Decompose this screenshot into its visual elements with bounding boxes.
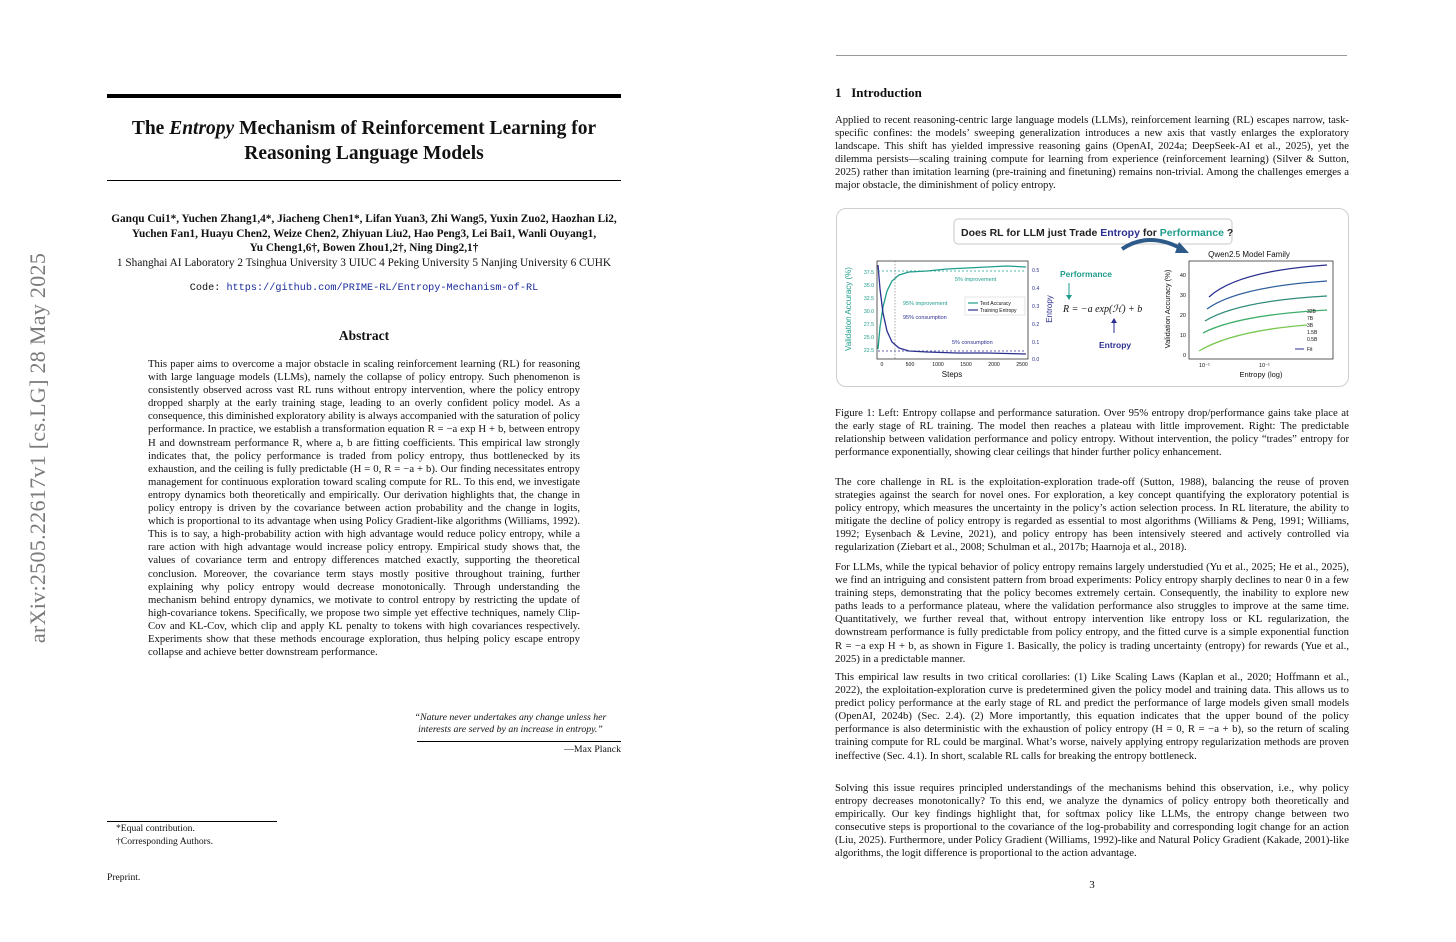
left-ytick-1: 37.5 bbox=[863, 270, 874, 276]
right-ytick-5: 0 bbox=[1182, 353, 1186, 359]
left-plot bbox=[844, 261, 1054, 379]
left-plot-ylabel: Validation Accuracy (%) bbox=[844, 267, 853, 351]
legend-accuracy: Test Accuracy bbox=[980, 301, 1011, 307]
left-plot-y2label: Entropy bbox=[1045, 295, 1054, 323]
abstract-heading: Abstract bbox=[338, 328, 390, 343]
legend-7b: 7B bbox=[1307, 316, 1314, 322]
left-ytick-6: 25.0 bbox=[863, 335, 874, 341]
annotation-95pct-consumption: 95% consumption bbox=[903, 315, 947, 321]
left-ytick-2: 35.0 bbox=[863, 283, 874, 289]
left-y2tick-5: 0.1 bbox=[1032, 340, 1040, 346]
legend-entropy: Training Entropy bbox=[980, 308, 1017, 314]
left-xtick-3: 1000 bbox=[932, 362, 944, 368]
legend-0-5b: 0.5B bbox=[1307, 337, 1318, 343]
formula-performance-label: Performance bbox=[1060, 269, 1112, 279]
right-plot-xlabel: Entropy (log) bbox=[1239, 370, 1283, 379]
legend-32b: 32B bbox=[1307, 309, 1316, 315]
intro-paragraph-1: Applied to recent reasoning-centric large language models (LLMs), reinforcement learning (RL) escapes narrow, task-specific confines: the models’ sweeping generalization introduces a new axis that vastly enlarges the exploratory landscape. This shift has yielded impressive reasoning gains (OpenAI, 2024a; DeepSeek-AI et al., 2025), yet the dilemma persists—scaling training compute for learning from experience (reinforcement learning) (Silver & Sutton, 2025) rather than imitation learning (pre-training and finetuning) remains non-trivial. Among the challenges emerges a major obstacle, the diminishment of policy entropy. bbox=[835, 114, 1349, 192]
formula-entropy-label: Entropy bbox=[1099, 340, 1132, 350]
annotation-5pct-improvement: 5% improvement bbox=[955, 277, 997, 283]
epigraph-author: —Max Planck bbox=[564, 744, 621, 755]
fit-curve-32b bbox=[1209, 265, 1327, 297]
right-ytick-1: 40 bbox=[1179, 273, 1186, 279]
left-ytick-7: 22.5 bbox=[863, 348, 874, 354]
preprint-label: Preprint. bbox=[107, 872, 141, 883]
intro-paragraph-3: For LLMs, while the typical behavior of policy entropy remains largely understudied (Yu et al., 2025; He et al., 2025), we find an intriguing and consistent pattern from broad experiments: Policy entropy sharply declines to near 0 in a few training steps, demonstrating that the policy becomes extremely certain. Consequently, the inability to explore new paths leads to a performance plateau, where the validation performance also struggles to improve at the same time. Quantitatively, we further reveal that, without entropy intervention like entropy loss or KL regularization, the downstream performance is fully predictable from policy entropy, and the fitted curve is a simple exponential function R = −a exp H + b, as shown in Figure 1. Basically, the policy is trading uncertainty (entropy) for rewards (Yue et al., 2025) in a predictable manner. bbox=[835, 561, 1349, 665]
page-number: 3 bbox=[1089, 879, 1095, 891]
left-xtick-2: 500 bbox=[905, 362, 915, 368]
footnote-rule bbox=[107, 821, 277, 822]
title-rule-bottom bbox=[107, 180, 621, 181]
right-xtick-1: 10⁻¹ bbox=[1199, 363, 1210, 369]
legend-1-5b: 1.5B bbox=[1307, 330, 1318, 336]
formula-arrowhead-up bbox=[1111, 318, 1117, 323]
intro-paragraph-5: Solving this issue requires principled understandings of the mechanisms behind this observation, i.e., why policy entropy decreases monotonically? To this end, we analyze the dynamics of policy entropy both theoretically and empirically. Our key findings highlight that, for softmax policy like LLMs, the entropy change between two consecutive steps is proportional to the covariance of the log-probability and corresponding logit change for an action (Liu, 2025). Furthermore, under Policy Gradient (Williams, 1992)-like and Natural Policy Gradient (Kakade, 2001)-like algorithms, the logit difference is proportional to the action advantage. bbox=[835, 782, 1349, 860]
question-text: Does RL for LLM just Trade Entropy for Performance ? bbox=[961, 227, 1234, 239]
intro-paragraph-4: This empirical law results in two critical corollaries: (1) Like Scaling Laws (Kaplan et al., 2020; Hoffmann et al., 2022), the exploitation-exploration curve is predetermined given the policy model and training data. This allows us to predict policy performance at the early stage of RL and predict the performance of large models given small models (OpenAI, 2024b) (Sec. 2.4). (2) More importantly, this equation indicates that the upper bound of the policy performance is also deterministic with the exhaustion of policy entropy (H = 0, R = −a + b), so the return of scaling training compute for RL could be marginal. What’s worse, naively applying entropy regularization methods are proven ineffective (Sec. 4.1). In short, scalable RL calls for breaking the entropy bottleneck. bbox=[835, 671, 1349, 762]
fit-curve-0-5b bbox=[1199, 325, 1307, 351]
left-xtick-5: 2000 bbox=[988, 362, 1000, 368]
section-heading: 1 Introduction bbox=[835, 85, 922, 100]
footnote-equal: *Equal contribution. bbox=[116, 823, 195, 834]
arxiv-stamp: arXiv:2505.22617v1 [cs.LG] 28 May 2025 bbox=[25, 252, 50, 644]
right-plot bbox=[1163, 250, 1333, 379]
annotation-5pct-consumption: 5% consumption bbox=[952, 340, 993, 346]
author-list: Ganqu Cui1*, Yuchen Zhang1,4*, Jiacheng Chen1*, Lifan Yuan3, Zhi Wang5, Yuxin Zuo2, Haozhan Li2, Yuchen Fan1, Huayu Chen2, Weize Chen2, Zhiyuan Liu2, Hao Peng3, Lei Bai1, Wanli Ouyang1, Yu Cheng1,6†, Bowen Zhou1,2†, Ning Ding2,1† bbox=[111, 213, 617, 255]
epigraph-rule bbox=[417, 741, 621, 742]
left-xtick-6: 2500 bbox=[1016, 362, 1028, 368]
left-plot-xlabel: Steps bbox=[941, 370, 963, 379]
right-plot-title: Qwen2.5 Model Family bbox=[1208, 250, 1290, 259]
right-plot-ylabel: Validation Accuracy (%) bbox=[1163, 269, 1172, 349]
formula-arrowhead-down bbox=[1066, 295, 1072, 300]
fit-curve-7b bbox=[1207, 281, 1327, 309]
left-xtick-4: 1500 bbox=[960, 362, 972, 368]
annotation-95pct-improvement: 95% improvement bbox=[903, 301, 948, 307]
affiliations: 1 Shanghai AI Laboratory 2 Tsinghua University 3 UIUC 4 Peking University 5 Nanjing University 6 CUHK bbox=[116, 257, 612, 269]
legend-3b: 3B bbox=[1307, 323, 1314, 329]
left-y2tick-6: 0.0 bbox=[1032, 357, 1040, 363]
left-ytick-3: 32.5 bbox=[863, 296, 874, 302]
left-y2tick-4: 0.2 bbox=[1032, 322, 1040, 328]
right-page bbox=[728, 0, 1456, 942]
left-y2tick-3: 0.3 bbox=[1032, 304, 1040, 310]
title-rule-top bbox=[107, 94, 621, 98]
left-y2tick-2: 0.4 bbox=[1032, 286, 1040, 292]
right-ytick-3: 20 bbox=[1179, 313, 1186, 319]
epigraph-quote: “Nature never undertakes any change unless her interests are served by an increase in entropy.” bbox=[414, 712, 607, 735]
code-line: Code: https://github.com/PRIME-RL/Entropy-Mechanism-of-RL bbox=[189, 283, 539, 294]
figure-graphic bbox=[837, 209, 1348, 386]
formula-block bbox=[1060, 269, 1142, 350]
figure-caption: Figure 1: Left: Entropy collapse and performance saturation. Over 95% entropy drop/performance gains take place at the early stage of RL training. The model then reaches a plateau with little improvement. Right: The predictable relationship between validation performance and policy entropy. Without intervention, the policy “trades” entropy for performance exponentially, showing clear ceilings that hinder further policy enhancement. bbox=[835, 407, 1349, 459]
paper-title: The Entropy Mechanism of Reinforcement Learning for Reasoning Language Models bbox=[131, 118, 597, 164]
left-ytick-5: 27.5 bbox=[863, 322, 874, 328]
abstract-text: This paper aims to overcome a major obstacle in scaling reinforcement learning (RL) for reasoning with large language models (LLMs), namely the collapse of policy entropy. Such phenomenon is consistently observed across vast RL runs without entropy intervention, where the policy entropy dropped sharply at the early training stage, leading to an overly confident policy model. As a consequence, this diminished exploratory ability is always accompanied with the saturation of policy performance. In practice, we establish a transformation equation R = −a exp H + b, between entropy H and downstream performance R, where a, b are fitting coefficients. This empirical law strongly indicates that, the policy performance is traded from policy entropy, thus bottlenecked by its exhaustion, and the ceiling is fully predictable (H = 0, R = −a + b). Our finding necessitates entropy management for continuous exploration toward scaling compute for RL. To this end, we investigate entropy dynamics both theoretically and empirically. Our derivation highlights that, the change in policy entropy is driven by the covariance between action probability and the change in logits, which is proportional to its advantage when using Policy Gradient-like algorithms (Williams, 1992). This is to say, a high-probability action with high advantage would reduce policy entropy, while a rare action with high advantage would increase policy entropy. Empirical study shows that, the values of covariance term and entropy differences matched exactly, supporting the theoretical conclusion. Moreover, the covariance term stays mostly positive throughout training, further explaining why policy entropy would decrease monotonically. Through understanding the mechanism behind entropy dynamics, we motivate to control entropy by restricting the update of high-covariance tokens. Specifically, we propose two simple yet effective techniques, namely Clip-Cov and KL-Cov, which clip and apply KL penalty to tokens with high covariances respectively. Experiments show that these methods encourage exploration, thus helping policy escape entropy collapse and achieve better downstream performance. bbox=[148, 358, 580, 659]
right-xtick-2: 10⁻¹ bbox=[1259, 363, 1270, 369]
left-xtick-1: 0 bbox=[880, 362, 884, 368]
right-ytick-4: 10 bbox=[1179, 333, 1186, 339]
formula-equation: R = −a exp(ℋ) + b bbox=[1063, 304, 1143, 315]
intro-paragraph-2: The core challenge in RL is the exploitation-exploration trade-off (Sutton, 1988), balancing the reuse of proven strategies against the search for novel ones. For exploration, a key concept quantifying the exploratory potential is policy entropy, which measures the uncertainty in the policy’s action selection process. In RL literature, the ability to mitigate the decline of policy entropy is regarded as essential to most algorithms (Williams & Peng, 1991; Williams, 1992; Eysenbach & Levine, 2021), and policy entropy has been intensively steered and actively controlled via regularization (Ziebart et al., 2008; Schulman et al., 2017b; Haarnoja et al., 2018). bbox=[835, 476, 1349, 554]
code-link[interactable]: https://github.com/PRIME-RL/Entropy-Mechanism-of-RL bbox=[226, 283, 539, 294]
figure-1 bbox=[836, 208, 1349, 387]
legend-fit: Fit bbox=[1307, 347, 1313, 353]
left-ytick-4: 30.0 bbox=[863, 309, 874, 315]
header-rule bbox=[836, 55, 1347, 56]
footnote-corresponding: †Corresponding Authors. bbox=[116, 836, 214, 847]
right-ytick-2: 30 bbox=[1179, 293, 1186, 299]
left-y2tick-1: 0.5 bbox=[1032, 268, 1040, 274]
